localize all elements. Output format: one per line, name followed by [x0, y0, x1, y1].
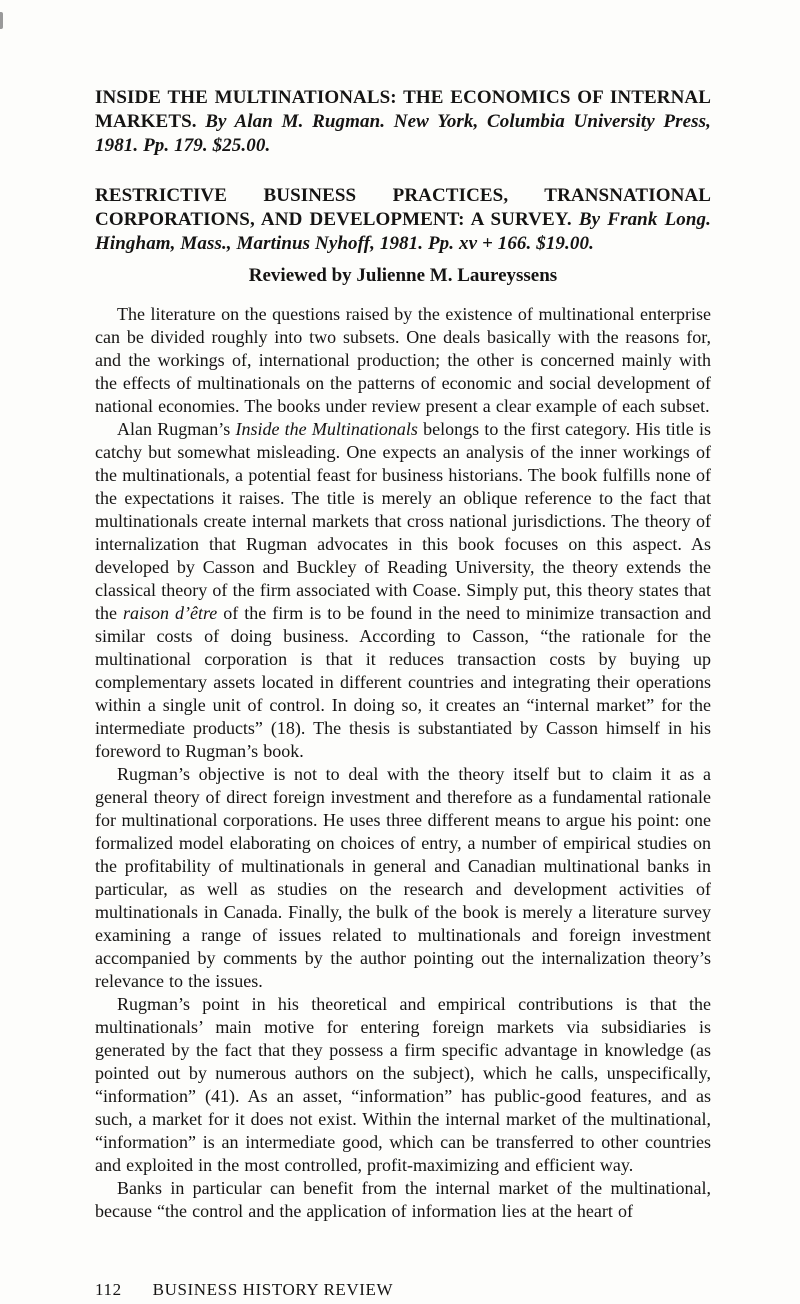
book-citation-2: By Frank Long. Hingham, Mass., Martinus Nyhoff, 1981. Pp. xv + 166. $19.00. [95, 209, 711, 254]
italic-text-run: raison d’être [122, 603, 218, 623]
book-title-2: RESTRICTIVE BUSINESS PRACTICES, TRANSNATIONAL CORPORATIONS, AND DEVELOPMENT: A SURVEY. [95, 185, 711, 230]
book-heading-2 [95, 184, 711, 256]
journal-title: BUSINESS HISTORY REVIEW [152, 1280, 394, 1299]
paragraph [95, 1177, 711, 1223]
text-run: Banks in particular can benefit from the internal market of the multinational, because “the control and the application of information lies at the heart of [95, 1178, 711, 1221]
book-heading-1 [95, 86, 711, 158]
book-citation-1: By Alan M. Rugman. New York, Columbia University Press, 1981. Pp. 179. $25.00. [95, 111, 711, 156]
scan-artifact [0, 12, 3, 29]
paragraph [95, 303, 711, 418]
page-footer [95, 1279, 711, 1301]
text-run: belongs to the first category. His title is catchy but somewhat misleading. One expects an analysis of the inner workings of the multinationals, a potential feast for business historians. The book fulfills none of the expectations it raises. The title is merely an oblique reference to the fact that multinationals create internal markets that cross national jurisdictions. The theory of internalization that Rugman advocates in this book focuses on this aspect. As developed by Casson and Buckley of Reading University, the theory extends the classical theory of the firm associated with Coase. Simply put, this theory states that the [95, 419, 711, 623]
reviewer-byline: Reviewed by Julienne M. Laureyssens [248, 265, 558, 286]
text-run: Rugman’s objective is not to deal with the theory itself but to claim it as a general theory of direct foreign investment and therefore as a fundamental rationale for multinational corporations. He uses three different means to argue his point: one formalized model elaborating on choices of entry, a number of empirical studies on the profitability of multinationals in general and Canadian multinational banks in particular, as well as studies on the research and development activities of multinationals in Canada. Finally, the bulk of the book is merely a literature survey examining a range of issues related to multinationals and foreign investment accompanied by comments by the author pointing out the internalization theory’s relevance to the issues. [95, 764, 711, 991]
text-run: Alan Rugman’s [117, 419, 236, 439]
paragraph [95, 418, 711, 763]
book-title-1: INSIDE THE MULTINATIONALS: THE ECONOMICS OF INTERNAL MARKETS. [95, 87, 711, 132]
paragraph [95, 993, 711, 1177]
page-number: 112 [95, 1280, 122, 1299]
italic-text-run: Inside the Multinationals [235, 419, 418, 439]
review-body [95, 303, 711, 1223]
paragraph [95, 763, 711, 993]
review-content [95, 86, 711, 1223]
text-run: The literature on the questions raised by the existence of multinational enterprise can be divided roughly into two subsets. One deals basically with the reasons for, and the workings of, international production; the other is concerned mainly with the effects of multinationals on the patterns of economic and social development of national economies. The books under review present a clear example of each subset. [95, 304, 711, 416]
text-run: of the firm is to be found in the need to minimize transaction and similar costs of doing business. According to Casson, “the rationale for the multinational corporation is that it reduces transaction costs by buying up complementary assets located in different countries and integrating their operations within a single unit of control. In doing so, it creates an “internal market” for the intermediate products” (18). The thesis is substantiated by Casson himself in his foreword to Rugman’s book. [95, 603, 712, 761]
text-run: Rugman’s point in his theoretical and empirical contributions is that the multinationals’ main motive for entering foreign markets via subsidiaries is generated by the fact that they possess a firm specific advantage in knowledge (as pointed out by numerous authors on the subject), which he calls, unspecifically, “information” (41). As an asset, “information” has public-good features, and as such, a market for it does not exist. Within the internal market of the multinational, “information” is an intermediate good, which can be transferred to other countries and exploited in the most controlled, profit-maximizing and efficient way. [95, 994, 711, 1175]
